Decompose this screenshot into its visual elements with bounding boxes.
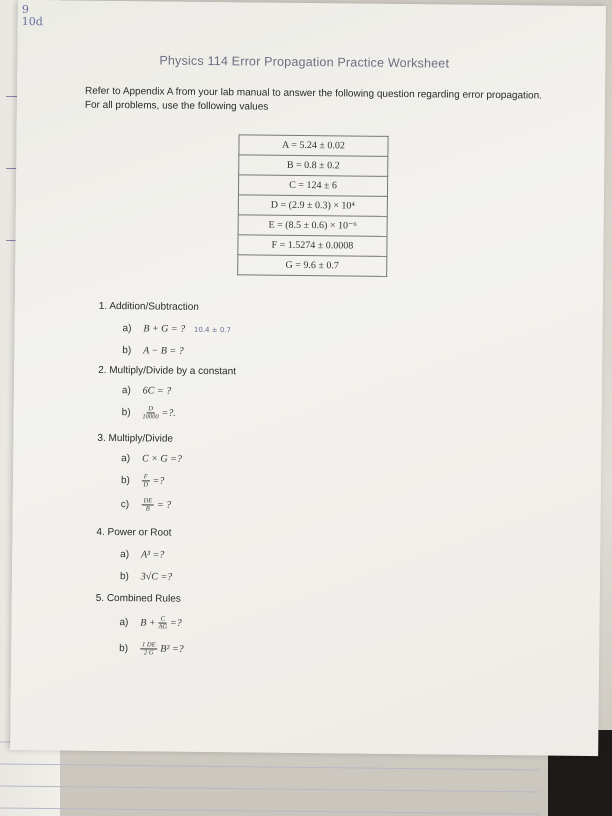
- numerator: DE: [141, 497, 154, 505]
- problem-item: [121, 453, 182, 465]
- item-label: c): [120, 499, 130, 511]
- problem-heading: 3. Multiply/Divide: [97, 432, 174, 445]
- problem-item: [121, 473, 164, 488]
- item-expression: = ?: [156, 499, 172, 511]
- item-expression-prefix: B +: [140, 617, 156, 629]
- numerator: F: [142, 473, 150, 481]
- value-row: B = 0.8 ± 0.2: [239, 155, 388, 177]
- item-expression: A − B = ?: [143, 345, 184, 357]
- denominator: AG: [158, 623, 168, 631]
- pencil-answer: 10.4 ± 0.7: [193, 325, 232, 335]
- item-label: a): [119, 617, 129, 629]
- fraction: [142, 405, 158, 420]
- intro-text: Refer to Appendix A from your lab manual to answer the following question regarding error propagation. For all problems, use the following values: [84, 85, 543, 113]
- item-label: a): [120, 549, 130, 561]
- margin-notes: [22, 4, 43, 28]
- problem-item: [123, 323, 232, 335]
- problem-heading: 5. Combined Rules: [95, 592, 181, 605]
- fraction: [140, 641, 158, 656]
- item-expression: =?.: [161, 407, 176, 419]
- value-row: C = 124 ± 6: [238, 175, 387, 197]
- item-expression: =?: [169, 617, 182, 629]
- item-expression: =?: [152, 475, 165, 487]
- problem-item: [122, 405, 176, 421]
- item-expression: B + G = ?: [143, 323, 186, 335]
- item-label: a): [121, 385, 131, 397]
- item-label: b): [120, 475, 130, 487]
- value-row: G = 9.6 ± 0.7: [238, 255, 387, 277]
- page-title: Physics 114 Error Propagation Practice Worksheet: [159, 53, 450, 71]
- item-label: b): [119, 643, 129, 655]
- item-expression: C × G =?: [141, 453, 182, 465]
- value-row: F = 1.5274 ± 0.0008: [238, 235, 387, 257]
- problem-item: [120, 549, 164, 560]
- item-expression: B² =?: [160, 643, 184, 655]
- problem-heading: 1. Addition/Subtraction: [98, 300, 199, 313]
- denominator: 10000: [142, 413, 159, 421]
- problem-heading: 2. Multiply/Divide by a constant: [98, 364, 237, 378]
- item-expression: A³ =?: [140, 549, 165, 561]
- problem-item: [119, 641, 184, 657]
- numerator: D: [146, 405, 155, 413]
- problem-item: [119, 615, 181, 631]
- fraction: [142, 473, 150, 488]
- item-label: b): [121, 407, 131, 419]
- problem-item: [122, 385, 171, 397]
- margin-note: 10d: [21, 15, 43, 29]
- denominator: 2 G: [143, 649, 154, 657]
- item-expression: 6C = ?: [142, 385, 172, 397]
- numerator: 1 DE: [140, 641, 158, 649]
- item-label: b): [119, 571, 129, 583]
- item-label: b): [122, 345, 132, 357]
- worksheet-page: [10, 0, 606, 756]
- problem-item: [121, 497, 172, 513]
- fraction: [141, 497, 154, 512]
- denominator: D: [143, 481, 149, 489]
- denominator: B: [145, 505, 150, 513]
- numerator: C: [159, 616, 167, 624]
- fraction: [158, 616, 167, 631]
- values-table: [237, 134, 388, 277]
- value-row: A = 5.24 ± 0.02: [239, 135, 388, 157]
- value-row: D = (2.9 ± 0.3) × 10⁴: [238, 195, 387, 217]
- problem-heading: 4. Power or Root: [96, 526, 172, 539]
- margin-note: 9: [21, 3, 29, 17]
- item-expression: 3√C =?: [140, 571, 173, 583]
- item-label: a): [122, 323, 132, 335]
- problem-item: [120, 571, 172, 583]
- value-row: E = (8.5 ± 0.6) × 10⁻⁶: [238, 215, 387, 237]
- item-label: a): [121, 453, 131, 465]
- problem-item: [122, 345, 183, 357]
